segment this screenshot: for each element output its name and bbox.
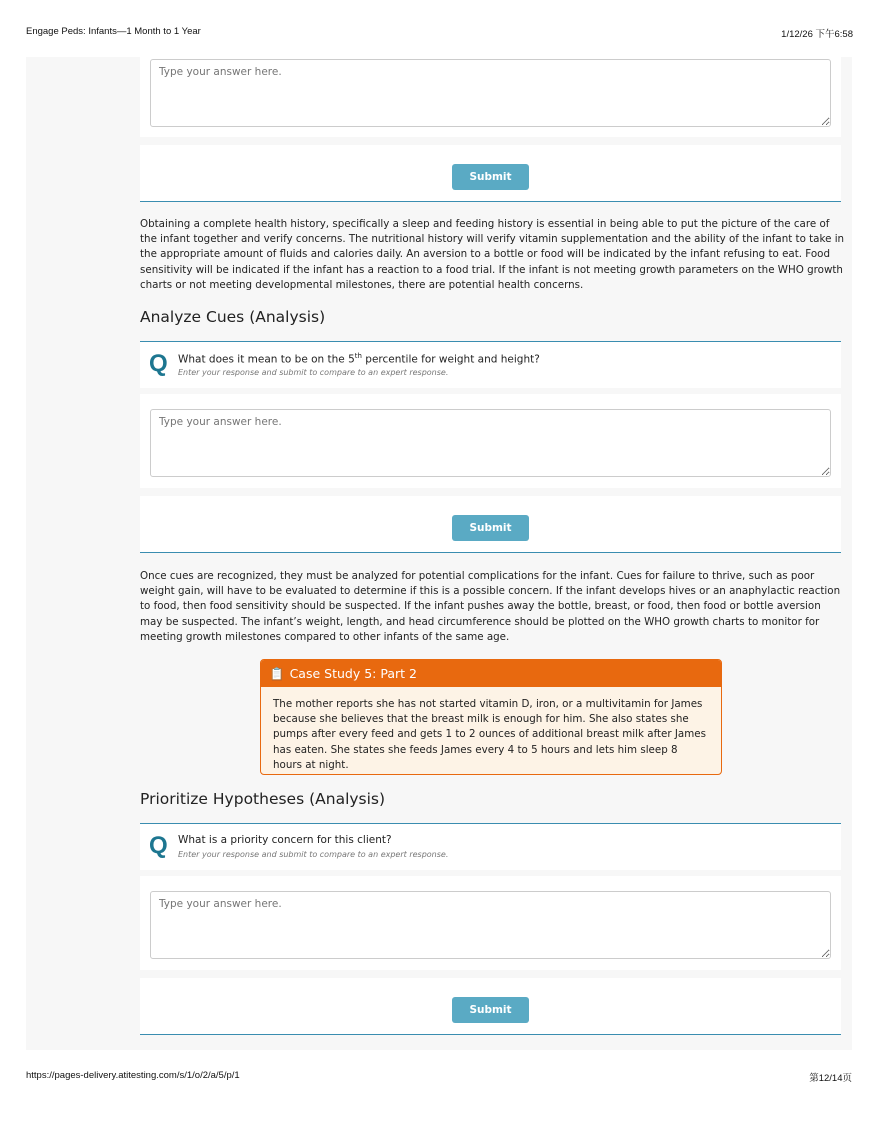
print-footer-page: 第12/14页 <box>809 1073 852 1084</box>
case-study-body: The mother reports she has not started vitamin D, iron, or a multivitamin for James because she believes that the breast milk is enough for him. She also states she pumps after every feed and gets 1 to 2 ounces of additional breast milk after James has eaten. She states she feeds James every 4 to 5 hours and lets him sleep 8 hours at night. <box>273 698 706 771</box>
paragraph-health-history: Obtaining a complete health history, specifically a sleep and feeding history is essential in being able to put the picture of the care of the infant together and verify concerns. The nutritional history will verify vitamin supplementation and the ability of the infant to take in the appropriate amount of fluids and calories daily. An aversion to a bottle or food will be indicated by the infant refusing to eat. Food sensitivity will be indicated if the infant has a reaction to a food trial. If the infant is not meeting growth parameters on the WHO growth charts or not meeting developmental milestones, there are potential health concerns. <box>140 218 845 291</box>
submit-button-2[interactable]: Submit <box>452 515 529 541</box>
question-text-2: What is a priority concern for this client? <box>178 834 392 846</box>
question-text-part: percentile for weight and height? <box>361 353 540 366</box>
heading-prioritize-hypotheses: Prioritize Hypotheses (Analysis) <box>140 790 386 808</box>
case-study-header <box>261 660 721 687</box>
question-icon: Q <box>149 350 168 377</box>
answer-panel-2 <box>140 394 841 488</box>
clipboard-icon: 📋 <box>269 666 285 681</box>
case-study-title: Case Study 5: Part 2 <box>289 666 417 681</box>
submit-panel-3 <box>140 978 841 1035</box>
submit-button-3[interactable]: Submit <box>452 997 529 1023</box>
question-panel-1 <box>140 341 841 388</box>
question-superscript: th <box>354 352 362 360</box>
heading-analyze-cues: Analyze Cues (Analysis) <box>140 308 326 326</box>
answer-input-2[interactable] <box>150 409 831 477</box>
question-text-part: What does it mean to be on the 5 <box>178 353 355 366</box>
question-hint-2: Enter your response and submit to compare to an expert response. <box>178 850 449 859</box>
paragraph-cues-analysis: Once cues are recognized, they must be analyzed for potential complications for the infant. Cues for failure to thrive, such as poor weight gain, will have to be evaluated to determine if this is a possible concern. If the infant develops hives or an anaphylactic reaction to food, then food sensitivity should be suspected. If the infant pushes away the bottle, breast, or food, then food or bottle aversion may be suspected. The infant’s weight, length, and head circumference should be plotted on the WHO growth charts to monitor for meeting growth milestones compared to other infants of the same age. <box>140 570 841 643</box>
print-header-datetime: 1/12/26 下午6:58 <box>781 29 853 40</box>
case-study-box <box>260 659 722 775</box>
question-hint-1: Enter your response and submit to compare to an expert response. <box>178 368 449 377</box>
question-panel-2 <box>140 823 841 870</box>
print-footer-url: https://pages-delivery.atitesting.com/s/1/o/2/a/5/p/1 <box>26 1070 240 1081</box>
print-header-title: Engage Peds: Infants—1 Month to 1 Year <box>26 26 201 37</box>
answer-panel-3 <box>140 876 841 970</box>
question-icon: Q <box>149 832 168 859</box>
submit-panel-2 <box>140 496 841 553</box>
submit-button-1[interactable]: Submit <box>452 164 529 190</box>
answer-panel-1 <box>140 57 841 137</box>
answer-input-3[interactable] <box>150 891 831 959</box>
question-text-1 <box>178 352 540 366</box>
answer-input-1[interactable] <box>150 59 831 127</box>
submit-panel-1 <box>140 145 841 202</box>
